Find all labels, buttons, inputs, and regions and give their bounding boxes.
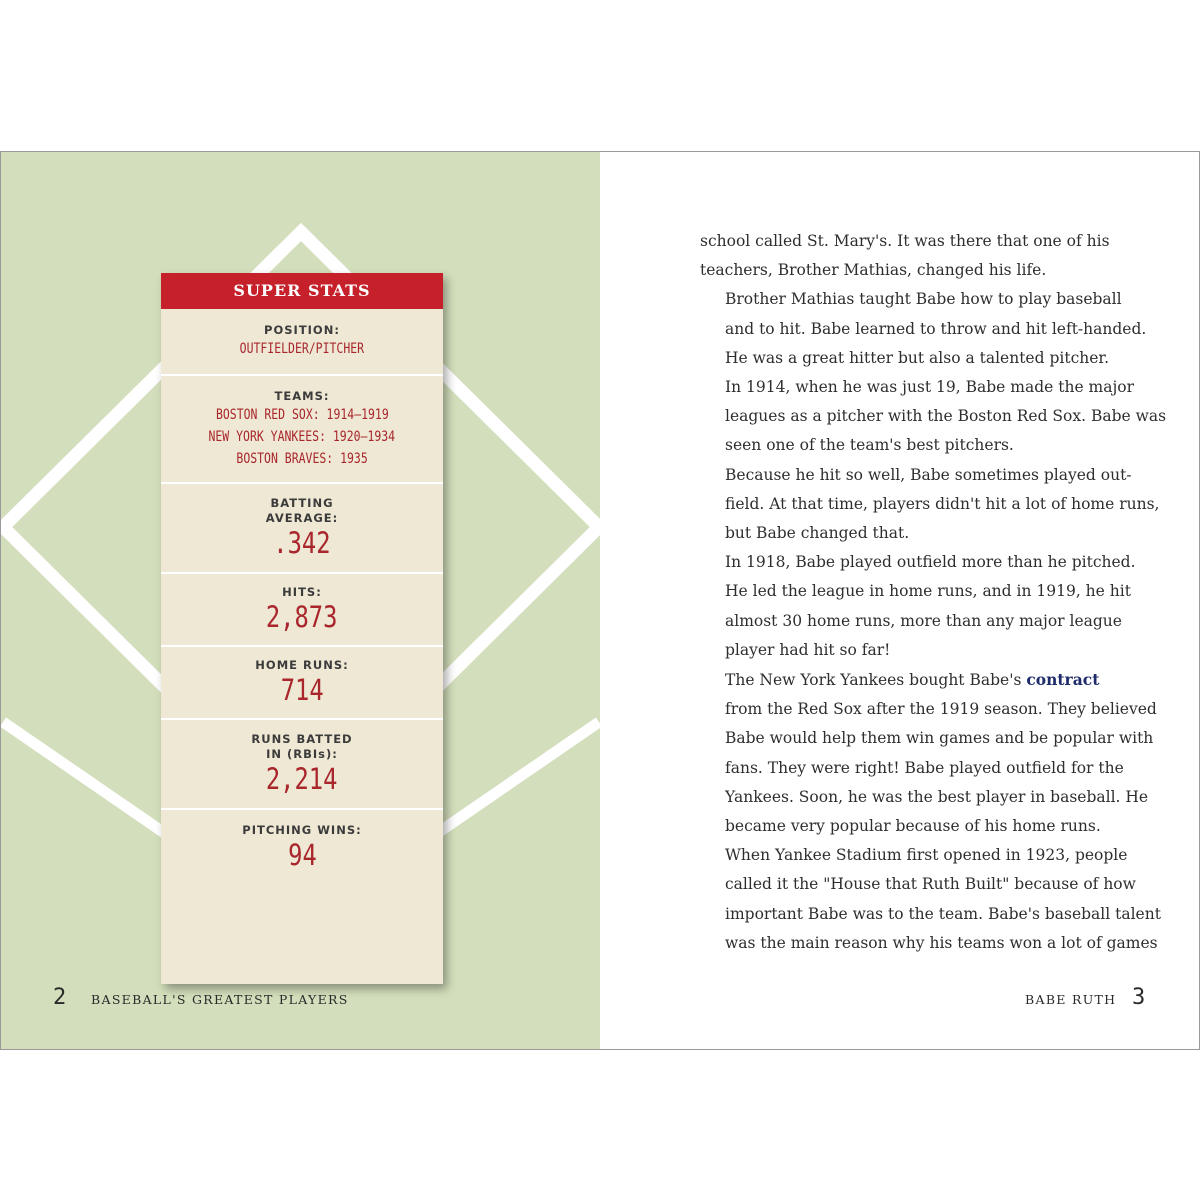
running-head-left: BASEBALL'S GREATEST PLAYERS bbox=[91, 992, 349, 1007]
paragraph-6 bbox=[700, 665, 1157, 841]
team-boston-braves: BOSTON BRAVES: 1935 bbox=[236, 450, 368, 467]
stats-header: SUPER STATS bbox=[161, 273, 443, 309]
text-line: In 1914, when he was just 19, Babe made the major bbox=[725, 378, 1135, 397]
paragraph-7 bbox=[700, 841, 1161, 958]
text-line: In 1918, Babe played outfield more than he pitched. bbox=[725, 553, 1136, 572]
text-line: called it the "House that Ruth Built" because of how bbox=[725, 875, 1136, 894]
text-line: Brother Mathias taught Babe how to play baseball bbox=[725, 290, 1122, 309]
position-label: POSITION: bbox=[264, 323, 340, 337]
stat-rbi bbox=[161, 720, 443, 810]
paragraph-1 bbox=[700, 227, 1150, 285]
text-line: Yankees. Soon, he was the best player in baseball. He bbox=[725, 787, 1149, 806]
position-value: OUTFIELDER/PITCHER bbox=[239, 341, 365, 357]
pitching-wins-label: PITCHING WINS: bbox=[242, 822, 362, 837]
text-line bbox=[700, 665, 1150, 695]
right-page bbox=[600, 152, 1199, 1049]
book-spread bbox=[0, 151, 1200, 1050]
text-line: He led the league in home runs, and in 1919, he hit bbox=[725, 582, 1131, 601]
text-line: When Yankee Stadium first opened in 1923, people bbox=[725, 846, 1128, 865]
text-line: player had hit so far! bbox=[725, 640, 891, 659]
batting-average-label: BATTING AVERAGE: bbox=[265, 496, 339, 525]
home-runs-label: HOME RUNS: bbox=[255, 658, 349, 672]
paragraph-3 bbox=[700, 373, 1167, 461]
body-text bbox=[700, 227, 1167, 958]
text-line: became very popular because of his home runs. bbox=[725, 817, 1101, 836]
text-line: Because he hit so well, Babe sometimes played out- bbox=[725, 465, 1132, 484]
super-stats-card bbox=[161, 273, 443, 984]
rbi-label: RUNS BATTED IN (RBIs): bbox=[251, 732, 353, 761]
page-number-right: 3 bbox=[1132, 985, 1146, 1010]
running-head-right: BABE RUTH bbox=[1025, 992, 1117, 1007]
text-line: field. At that time, players didn't hit a lot of home runs, bbox=[725, 494, 1160, 513]
text-line: almost 30 home runs, more than any major league bbox=[725, 611, 1122, 630]
text-fragment: The New York Yankees bought Babe's bbox=[725, 671, 1027, 690]
text-line: important Babe was to the team. Babe's baseball talent bbox=[725, 904, 1161, 923]
hits-label: HITS: bbox=[282, 585, 322, 599]
text-line: fans. They were right! Babe played outfield for the bbox=[725, 758, 1124, 777]
text-line: He was a great hitter but also a talented pitcher. bbox=[725, 348, 1110, 367]
rbi-value: 2,214 bbox=[266, 762, 338, 796]
text-line: and to hit. Babe learned to throw and hit left-handed. bbox=[725, 319, 1147, 338]
text-line: teachers, Brother Mathias, changed his life. bbox=[700, 261, 1047, 280]
text-line: school called St. Mary's. It was there that one of his bbox=[700, 232, 1110, 250]
text-line: was the main reason why his teams won a lot of games bbox=[725, 933, 1158, 952]
text-line: but Babe changed that. bbox=[725, 524, 910, 543]
home-runs-value: 714 bbox=[280, 673, 324, 707]
text-line: seen one of the team's best pitchers. bbox=[725, 436, 1014, 455]
stat-hits bbox=[161, 574, 443, 647]
teams-label: TEAMS: bbox=[274, 388, 330, 403]
stat-pitching-wins bbox=[161, 810, 443, 884]
left-page bbox=[1, 152, 600, 1049]
team-boston-red-sox: BOSTON RED SOX: 1914–1919 bbox=[215, 406, 389, 423]
stat-teams bbox=[161, 376, 443, 484]
glossary-keyword-contract[interactable]: contract bbox=[1026, 670, 1100, 690]
team-new-york-yankees: NEW YORK YANKEES: 1920–1934 bbox=[208, 428, 396, 445]
pitching-wins-value: 94 bbox=[287, 837, 317, 872]
paragraph-5 bbox=[700, 548, 1150, 665]
page-number-left: 2 bbox=[53, 985, 67, 1010]
text-line: Babe would help them win games and be popular with bbox=[725, 729, 1154, 748]
text-line: leagues as a pitcher with the Boston Red Sox. Babe was bbox=[725, 407, 1167, 426]
paragraph-4 bbox=[700, 461, 1160, 549]
stat-batting-average bbox=[161, 484, 443, 574]
text-line: from the Red Sox after the 1919 season. They believed bbox=[725, 700, 1157, 719]
stat-position bbox=[161, 309, 443, 376]
batting-average-value: .342 bbox=[273, 526, 331, 560]
paragraph-2 bbox=[700, 285, 1150, 373]
hits-value: 2,873 bbox=[266, 600, 338, 634]
stat-home-runs bbox=[161, 647, 443, 720]
